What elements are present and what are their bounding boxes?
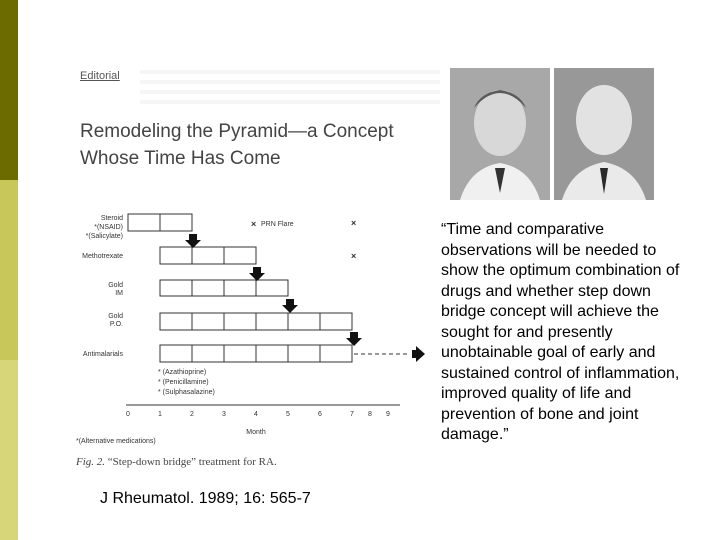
arrow-month-7 [346, 332, 362, 346]
article-title [80, 118, 394, 172]
flare-legend-label: PRN Flare [261, 221, 294, 228]
accent-bar-top [0, 0, 18, 180]
accent-bar-middle [0, 180, 18, 360]
editorial-heading: Editorial [80, 70, 120, 82]
x-tick-5: 5 [286, 411, 290, 418]
chart-rows [128, 214, 410, 362]
row-goldim-3 [224, 280, 256, 296]
x-ticks [126, 411, 390, 418]
label-gold-po-2: P.O. [109, 321, 123, 328]
row-steroid-2 [160, 214, 192, 231]
row-anti-2 [192, 345, 224, 362]
author-photos [450, 68, 655, 200]
x-tick-9: 9 [386, 411, 390, 418]
faded-text-lines [140, 70, 440, 110]
row-goldpo-4 [256, 313, 288, 330]
label-antimalarials: Antimalarials [82, 351, 123, 358]
row-goldim-2 [192, 280, 224, 296]
row-mtx-1 [160, 247, 192, 264]
x-tick-3: 3 [222, 411, 226, 418]
x-tick-7: 7 [350, 411, 354, 418]
arrow-month-4 [249, 267, 265, 281]
figure-caption [76, 456, 277, 468]
label-salicylate: *(Salicylate) [85, 233, 123, 240]
row-goldpo-6 [320, 313, 352, 330]
citation: J Rheumatol. 1989; 16: 565-7 [100, 490, 311, 507]
step-down-arrows [185, 234, 425, 362]
flare-mark-2: × [351, 251, 357, 261]
accent-bar-bottom [0, 360, 18, 540]
quote-text: “Time and comparative observations will be needed to show the optimum combination of drugs and whether step down bridge concept will achieve the sought for and presently unobtainable goal of early and sustained control of inflammation, improved quality of life and prevention of bone and joint damage.” [441, 221, 680, 443]
x-tick-0: 0 [126, 411, 130, 418]
x-tick-8: 8 [368, 411, 372, 418]
row-anti-3 [224, 345, 256, 362]
arrow-month-5 [282, 299, 298, 313]
row-mtx-2 [192, 247, 224, 264]
alt-med-3: * (Sulphasalazine) [158, 389, 215, 396]
alt-med-2: * (Penicillamine) [158, 379, 209, 386]
arrow-month-2 [185, 234, 201, 248]
row-goldpo-2 [192, 313, 224, 330]
label-gold-po-1: Gold [108, 313, 123, 320]
article-title-line-1: Remodeling the Pyramid—a Concept [80, 121, 394, 142]
row-anti-6 [320, 345, 352, 362]
figure-caption-text: “Step-down bridge” treatment for RA. [107, 456, 277, 468]
step-down-chart [70, 200, 440, 455]
x-tick-1: 1 [158, 411, 162, 418]
label-nsaid: *(NSAID) [94, 224, 123, 231]
x-tick-2: 2 [190, 411, 194, 418]
row-goldim-1 [160, 280, 192, 296]
row-anti-1 [160, 345, 192, 362]
chart-footnote: *(Alternative medications) [76, 438, 156, 445]
row-goldpo-5 [288, 313, 320, 330]
row-mtx-3 [224, 247, 256, 264]
author-photo-left [450, 68, 550, 200]
x-tick-4: 4 [254, 411, 258, 418]
row-goldpo-1 [160, 313, 192, 330]
label-steroid: Steroid [100, 215, 123, 222]
row-anti-4 [256, 345, 288, 362]
label-gold-im-2: IM [115, 290, 123, 297]
arrow-right [412, 346, 425, 362]
label-gold-im-1: Gold [108, 282, 123, 289]
flare-mark-legend: × [251, 219, 257, 229]
label-methotrexate: Methotrexate [82, 253, 123, 260]
flare-marks [251, 218, 356, 261]
row-goldim-4 [256, 280, 288, 296]
x-axis-label: Month [246, 429, 266, 436]
alt-med-1: * (Azathioprine) [158, 369, 207, 376]
author-photo-right [554, 68, 654, 200]
row-goldpo-3 [224, 313, 256, 330]
row-anti-5 [288, 345, 320, 362]
x-tick-6: 6 [318, 411, 322, 418]
figure-number: Fig. 2. [76, 456, 106, 468]
row-steroid-1 [128, 214, 160, 231]
alt-medications [158, 369, 215, 396]
article-title-line-2: Whose Time Has Come [80, 148, 281, 169]
flare-mark-1: × [351, 218, 357, 228]
